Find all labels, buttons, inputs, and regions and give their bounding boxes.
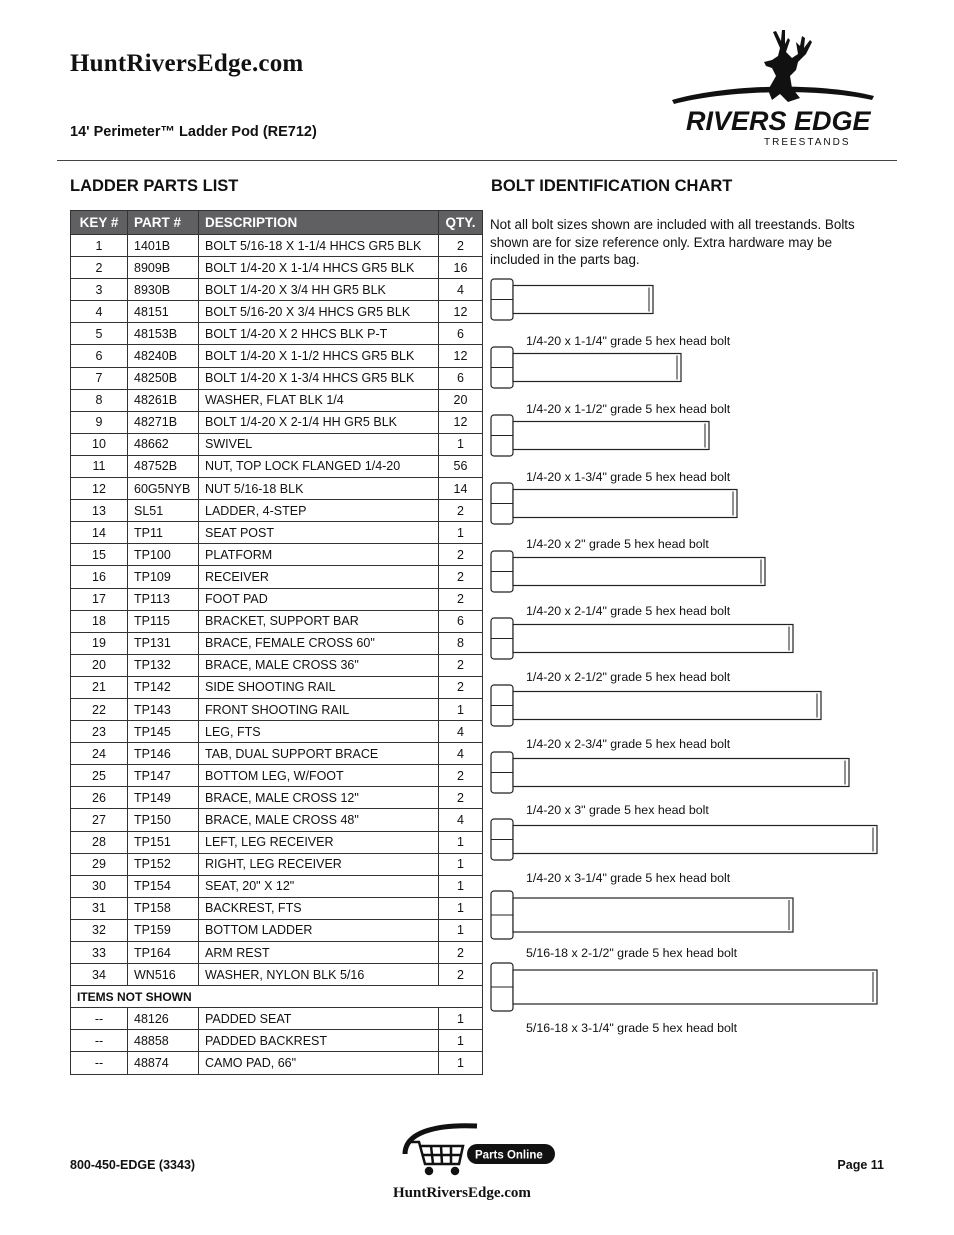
cell-description: BRACE, MALE CROSS 36" xyxy=(199,654,439,676)
bolt-drawing xyxy=(490,482,742,525)
cell-part: TP152 xyxy=(128,853,199,875)
table-row xyxy=(71,919,483,941)
cell-key: 21 xyxy=(71,676,128,698)
bolt-shank xyxy=(513,354,681,382)
cell-key: 4 xyxy=(71,301,128,323)
cell-qty: 1 xyxy=(439,831,483,853)
cell-description: BOLT 5/16-20 X 3/4 HHCS GR5 BLK xyxy=(199,301,439,323)
cell-description: BOTTOM LADDER xyxy=(199,919,439,941)
cell-part: 48261B xyxy=(128,389,199,411)
cell-key: 26 xyxy=(71,787,128,809)
cell-description: LADDER, 4-STEP xyxy=(199,500,439,522)
cell-key: 28 xyxy=(71,831,128,853)
table-row xyxy=(71,1052,483,1074)
table-row xyxy=(71,301,483,323)
table-row xyxy=(71,831,483,853)
cell-part: TP154 xyxy=(128,875,199,897)
bolt-drawing xyxy=(490,617,798,660)
bolt-label: 1/4-20 x 1-3/4" grade 5 hex head bolt xyxy=(526,470,731,484)
table-row xyxy=(71,455,483,477)
bolt-shank xyxy=(513,490,737,518)
cell-key: 12 xyxy=(71,478,128,500)
cell-part: TP147 xyxy=(128,765,199,787)
table-row xyxy=(71,478,483,500)
cell-qty: 6 xyxy=(439,323,483,345)
parts-online-badge[interactable] xyxy=(397,1122,557,1180)
cell-key: 31 xyxy=(71,897,128,919)
cell-qty: 6 xyxy=(439,367,483,389)
cell-part: 48858 xyxy=(128,1030,199,1052)
table-row xyxy=(71,279,483,301)
cell-qty: 12 xyxy=(439,301,483,323)
bolt-label: 5/16-18 x 2-1/2" grade 5 hex head bolt xyxy=(526,946,738,960)
table-row xyxy=(71,787,483,809)
not-shown-label: ITEMS NOT SHOWN xyxy=(71,986,483,1008)
cell-qty: 12 xyxy=(439,411,483,433)
cell-qty: 12 xyxy=(439,345,483,367)
cell-part: TP132 xyxy=(128,654,199,676)
bolt-shank xyxy=(513,692,821,720)
cell-part: TP11 xyxy=(128,522,199,544)
bolt-chart-description: Not all bolt sizes shown are included with all treestands. Bolts shown are for size reference only. Extra hardware may be included in the parts bag. xyxy=(490,217,855,267)
cell-qty: 8 xyxy=(439,632,483,654)
parts-table-header xyxy=(71,211,483,235)
cell-qty: 56 xyxy=(439,455,483,477)
cell-qty: 16 xyxy=(439,257,483,279)
cell-qty: 1 xyxy=(439,1030,483,1052)
cell-part: TP149 xyxy=(128,787,199,809)
cell-description: PADDED BACKREST xyxy=(199,1030,439,1052)
cell-part: TP151 xyxy=(128,831,199,853)
bolt-drawing xyxy=(490,414,714,457)
logo-sub: TREESTANDS xyxy=(764,137,851,148)
cell-key: 22 xyxy=(71,698,128,720)
parts-table xyxy=(70,210,483,1075)
cell-description: SEAT POST xyxy=(199,522,439,544)
cell-description: BOLT 1/4-20 X 2 HHCS BLK P-T xyxy=(199,323,439,345)
site-title: HuntRiversEdge.com xyxy=(70,50,304,77)
cell-key: 27 xyxy=(71,809,128,831)
cell-key: 3 xyxy=(71,279,128,301)
bolt-label: 1/4-20 x 1-1/2" grade 5 hex head bolt xyxy=(526,402,731,416)
cell-qty: 2 xyxy=(439,765,483,787)
bolt-shank xyxy=(513,970,877,1004)
table-row xyxy=(71,743,483,765)
cell-part: 48271B xyxy=(128,411,199,433)
cell-description: SEAT, 20" X 12" xyxy=(199,875,439,897)
cell-key: 18 xyxy=(71,610,128,632)
table-row xyxy=(71,632,483,654)
cell-qty: 4 xyxy=(439,809,483,831)
cell-key: 11 xyxy=(71,455,128,477)
cell-part: TP113 xyxy=(128,588,199,610)
cell-description: LEFT, LEG RECEIVER xyxy=(199,831,439,853)
footer-phone: 800-450-EDGE (3343) xyxy=(70,1158,196,1172)
cell-qty: 2 xyxy=(439,787,483,809)
cell-key: 1 xyxy=(71,235,128,257)
table-row xyxy=(71,1008,483,1030)
cell-part: TP142 xyxy=(128,676,199,698)
cell-description: FRONT SHOOTING RAIL xyxy=(199,698,439,720)
cell-qty: 1 xyxy=(439,875,483,897)
cell-key: 24 xyxy=(71,743,128,765)
cell-qty: 1 xyxy=(439,897,483,919)
cell-description: BOLT 1/4-20 X 1-1/2 HHCS GR5 BLK xyxy=(199,345,439,367)
cell-qty: 1 xyxy=(439,1052,483,1074)
table-row xyxy=(71,765,483,787)
table-row xyxy=(71,566,483,588)
cell-qty: 2 xyxy=(439,942,483,964)
cell-key: 5 xyxy=(71,323,128,345)
bolt-drawing xyxy=(490,346,686,389)
bolt-drawing xyxy=(490,550,770,593)
cell-qty: 4 xyxy=(439,743,483,765)
table-row xyxy=(71,389,483,411)
table-row xyxy=(71,500,483,522)
cell-description: NUT, TOP LOCK FLANGED 1/4-20 xyxy=(199,455,439,477)
cell-part: 48752B xyxy=(128,455,199,477)
cell-part: 48240B xyxy=(128,345,199,367)
cell-part: TP100 xyxy=(128,544,199,566)
cell-part: 48250B xyxy=(128,367,199,389)
table-row xyxy=(71,522,483,544)
header-divider xyxy=(57,160,897,161)
cell-key: -- xyxy=(71,1030,128,1052)
footer-url[interactable]: HuntRiversEdge.com xyxy=(393,1185,531,1201)
cell-qty: 6 xyxy=(439,610,483,632)
table-row xyxy=(71,544,483,566)
cell-key: 17 xyxy=(71,588,128,610)
bolt-drawing xyxy=(490,962,882,1012)
cell-part: TP146 xyxy=(128,743,199,765)
table-row xyxy=(71,235,483,257)
cell-description: WASHER, FLAT BLK 1/4 xyxy=(199,389,439,411)
table-row xyxy=(71,433,483,455)
cell-part: TP145 xyxy=(128,721,199,743)
bolt-shank xyxy=(513,826,877,854)
table-row xyxy=(71,698,483,720)
cell-part: 48151 xyxy=(128,301,199,323)
table-row xyxy=(71,942,483,964)
cell-description: BOLT 5/16-18 X 1-1/4 HHCS GR5 BLK xyxy=(199,235,439,257)
cell-description: BOLT 1/4-20 X 1-3/4 HHCS GR5 BLK xyxy=(199,367,439,389)
cell-key: 8 xyxy=(71,389,128,411)
bolt-label: 1/4-20 x 3" grade 5 hex head bolt xyxy=(526,803,709,817)
badge-text: Parts Online xyxy=(475,1149,543,1162)
cell-qty: 1 xyxy=(439,698,483,720)
cell-part: TP115 xyxy=(128,610,199,632)
cell-key: 20 xyxy=(71,654,128,676)
bolt-label: 1/4-20 x 2-3/4" grade 5 hex head bolt xyxy=(526,737,731,751)
cell-description: SIDE SHOOTING RAIL xyxy=(199,676,439,698)
bolt-label: 1/4-20 x 2" grade 5 hex head bolt xyxy=(526,537,709,551)
cell-key: 34 xyxy=(71,964,128,986)
cell-description: CAMO PAD, 66" xyxy=(199,1052,439,1074)
cell-part: 48153B xyxy=(128,323,199,345)
table-row xyxy=(71,411,483,433)
shopping-cart-icon xyxy=(411,1142,463,1174)
cell-description: BRACE, MALE CROSS 48" xyxy=(199,809,439,831)
cell-key: 13 xyxy=(71,500,128,522)
bolt-drawing xyxy=(490,890,798,940)
cell-qty: 1 xyxy=(439,853,483,875)
cell-qty: 1 xyxy=(439,522,483,544)
cell-description: BRACE, FEMALE CROSS 60" xyxy=(199,632,439,654)
cell-key: 32 xyxy=(71,919,128,941)
cell-key: 30 xyxy=(71,875,128,897)
table-row xyxy=(71,676,483,698)
table-row xyxy=(71,853,483,875)
cell-key: 25 xyxy=(71,765,128,787)
bolt-drawing xyxy=(490,278,658,321)
bolt-drawing xyxy=(490,751,854,794)
header-key: KEY # xyxy=(71,211,128,235)
cell-part: TP143 xyxy=(128,698,199,720)
cell-part: 8930B xyxy=(128,279,199,301)
cell-part: TP131 xyxy=(128,632,199,654)
cell-description: BOLT 1/4-20 X 2-1/4 HH GR5 BLK xyxy=(199,411,439,433)
rivers-edge-logo xyxy=(668,28,878,150)
cell-description: WASHER, NYLON BLK 5/16 xyxy=(199,964,439,986)
cell-key: 6 xyxy=(71,345,128,367)
cell-qty: 2 xyxy=(439,235,483,257)
table-row xyxy=(71,1030,483,1052)
table-row xyxy=(71,610,483,632)
cell-qty: 2 xyxy=(439,544,483,566)
cell-qty: 20 xyxy=(439,389,483,411)
table-row xyxy=(71,588,483,610)
cell-part: TP150 xyxy=(128,809,199,831)
cell-key: 16 xyxy=(71,566,128,588)
cell-description: PLATFORM xyxy=(199,544,439,566)
cell-description: NUT 5/16-18 BLK xyxy=(199,478,439,500)
cell-part: WN516 xyxy=(128,964,199,986)
table-row xyxy=(71,875,483,897)
table-row xyxy=(71,897,483,919)
bolt-label: 5/16-18 x 3-1/4" grade 5 hex head bolt xyxy=(526,1021,738,1035)
bolt-label: 1/4-20 x 3-1/4" grade 5 hex head bolt xyxy=(526,871,731,885)
header-part: PART # xyxy=(128,211,199,235)
table-row xyxy=(71,323,483,345)
cell-part: SL51 xyxy=(128,500,199,522)
cell-part: TP159 xyxy=(128,919,199,941)
bolt-chart-title: BOLT IDENTIFICATION CHART xyxy=(491,177,733,195)
cell-description: BOLT 1/4-20 X 1-1/4 HHCS GR5 BLK xyxy=(199,257,439,279)
cell-key: 19 xyxy=(71,632,128,654)
bolt-shank xyxy=(513,422,709,450)
cell-description: ARM REST xyxy=(199,942,439,964)
cell-description: SWIVEL xyxy=(199,433,439,455)
header-description: DESCRIPTION xyxy=(199,211,439,235)
cell-description: RECEIVER xyxy=(199,566,439,588)
cell-key: 2 xyxy=(71,257,128,279)
cell-description: BRACKET, SUPPORT BAR xyxy=(199,610,439,632)
cell-key: 15 xyxy=(71,544,128,566)
cell-part: 48874 xyxy=(128,1052,199,1074)
cell-qty: 1 xyxy=(439,919,483,941)
table-row xyxy=(71,345,483,367)
cell-part: 48662 xyxy=(128,433,199,455)
cell-qty: 2 xyxy=(439,676,483,698)
bolt-shank xyxy=(513,898,793,932)
cell-key: 14 xyxy=(71,522,128,544)
bolt-shank xyxy=(513,759,849,787)
cell-key: -- xyxy=(71,1008,128,1030)
cell-qty: 1 xyxy=(439,433,483,455)
bolt-label: 1/4-20 x 1-1/4" grade 5 hex head bolt xyxy=(526,334,731,348)
cell-key: 29 xyxy=(71,853,128,875)
cell-key: -- xyxy=(71,1052,128,1074)
cell-description: FOOT PAD xyxy=(199,588,439,610)
table-row xyxy=(71,809,483,831)
cell-qty: 4 xyxy=(439,721,483,743)
cell-qty: 2 xyxy=(439,500,483,522)
cell-part: TP109 xyxy=(128,566,199,588)
cell-qty: 2 xyxy=(439,588,483,610)
cell-key: 10 xyxy=(71,433,128,455)
bolt-shank xyxy=(513,625,793,653)
cell-part: TP158 xyxy=(128,897,199,919)
cell-part: 60G5NYB xyxy=(128,478,199,500)
logo-brand: RIVERS EDGE xyxy=(686,106,871,136)
table-row xyxy=(71,964,483,986)
table-row xyxy=(71,257,483,279)
cell-key: 33 xyxy=(71,942,128,964)
parts-list-title: LADDER PARTS LIST xyxy=(70,177,239,195)
bolt-label: 1/4-20 x 2-1/2" grade 5 hex head bolt xyxy=(526,670,731,684)
cell-description: PADDED SEAT xyxy=(199,1008,439,1030)
not-shown-row xyxy=(71,986,483,1008)
cell-qty: 2 xyxy=(439,566,483,588)
bolt-shank xyxy=(513,286,653,314)
cell-key: 7 xyxy=(71,367,128,389)
cell-description: BACKREST, FTS xyxy=(199,897,439,919)
cell-part: TP164 xyxy=(128,942,199,964)
bolt-label: 1/4-20 x 2-1/4" grade 5 hex head bolt xyxy=(526,604,731,618)
header-qty: QTY. xyxy=(439,211,483,235)
table-row xyxy=(71,654,483,676)
cell-part: 8909B xyxy=(128,257,199,279)
bolt-drawing xyxy=(490,818,882,861)
cell-description: TAB, DUAL SUPPORT BRACE xyxy=(199,743,439,765)
table-row xyxy=(71,367,483,389)
cell-qty: 14 xyxy=(439,478,483,500)
footer-page-number: Page 11 xyxy=(837,1158,884,1172)
cell-description: BOLT 1/4-20 X 3/4 HH GR5 BLK xyxy=(199,279,439,301)
cell-part: 48126 xyxy=(128,1008,199,1030)
bolt-drawing xyxy=(490,684,826,727)
cell-description: RIGHT, LEG RECEIVER xyxy=(199,853,439,875)
cell-key: 23 xyxy=(71,721,128,743)
cell-description: BOTTOM LEG, W/FOOT xyxy=(199,765,439,787)
cell-part: 1401B xyxy=(128,235,199,257)
cell-description: BRACE, MALE CROSS 12" xyxy=(199,787,439,809)
cell-qty: 2 xyxy=(439,654,483,676)
cell-key: 9 xyxy=(71,411,128,433)
bolt-shank xyxy=(513,558,765,586)
cell-description: LEG, FTS xyxy=(199,721,439,743)
product-title: 14' Perimeter™ Ladder Pod (RE712) xyxy=(70,124,317,140)
cell-qty: 1 xyxy=(439,1008,483,1030)
cell-qty: 2 xyxy=(439,964,483,986)
cell-qty: 4 xyxy=(439,279,483,301)
table-row xyxy=(71,721,483,743)
